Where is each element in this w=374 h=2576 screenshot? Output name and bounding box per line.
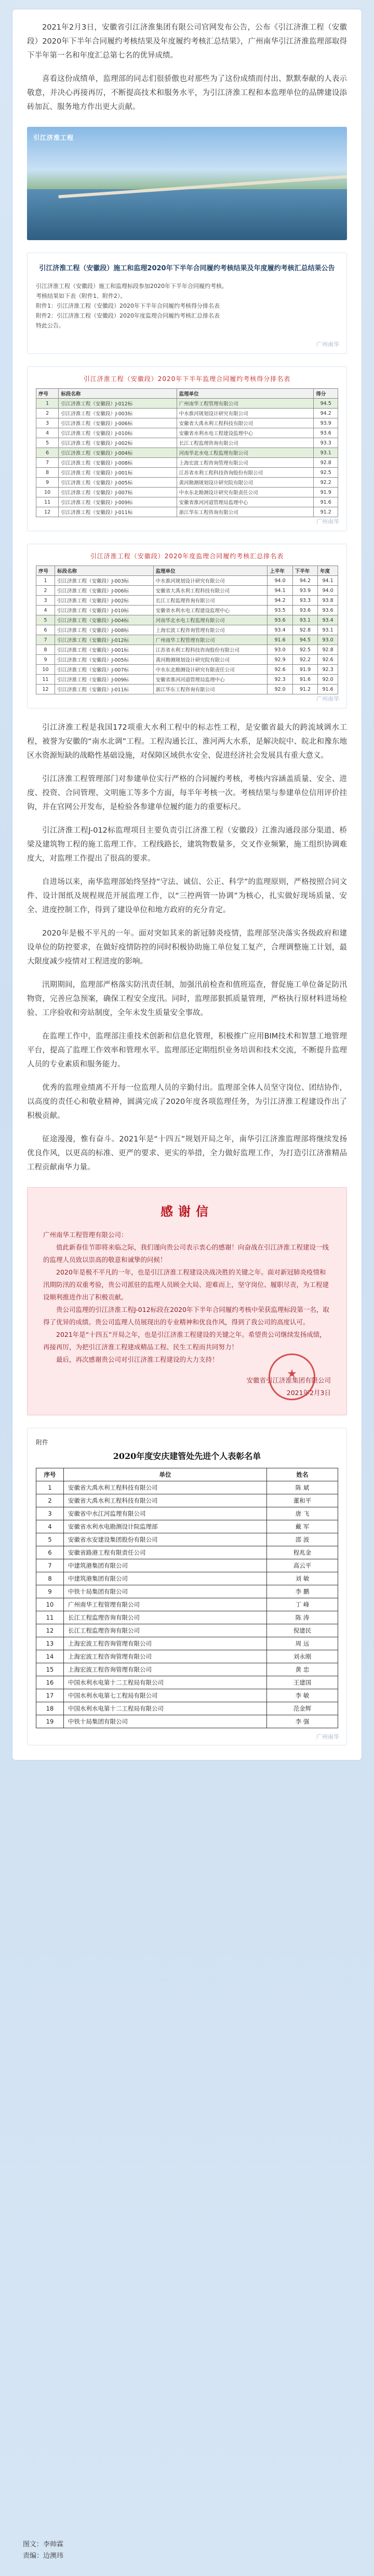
table-cell: 93.3 xyxy=(314,438,338,448)
table-cell: 92.6 xyxy=(318,655,338,665)
table-cell: 92.2 xyxy=(314,478,338,488)
table-cell: 4 xyxy=(36,428,59,438)
table-cell: 11 xyxy=(36,1611,64,1624)
table-cell: 引江济淮工程（安徽段）J-008标 xyxy=(55,625,154,635)
table2-header: 监理单位 xyxy=(153,566,268,576)
table-cell: 93.6 xyxy=(314,428,338,438)
letter-signature: 安徽省引江济淮集团有限公司 xyxy=(246,1376,331,1384)
table-cell: 引江济淮工程（安徽段）J-010标 xyxy=(59,428,177,438)
table2-header: 序号 xyxy=(36,566,55,576)
table-cell: 19 xyxy=(36,1715,64,1728)
letter-paragraph: 2021年是“十四五”开局之年，也是引江济淮工程建设的关键之年。希望贵公司继续发扬成绩，再接再厉，为把引江济淮工程建成精品工程、民生工程而共同努力！ xyxy=(43,1331,326,1351)
table-cell: 7 xyxy=(36,635,55,645)
table-cell: 9 xyxy=(36,1585,64,1598)
table-row xyxy=(36,645,338,655)
table-cell: 黄河勘测规划设计研究院有限公司 xyxy=(153,655,268,665)
announcement-line: 考核结果如下表（附件1、附件2）。 xyxy=(36,293,126,299)
table-cell: 2 xyxy=(36,409,59,418)
body-paragraph: 引江济淮工程管理部门对参建单位实行严格的合同履约考核，考核内容涵盖质量、安全、进度、投资、合同管理、文明施工等多个方面，每半年考核一次。考核结果与参建单位信用评价挂钩，并在官网公开发布，是检验各参建单位履约能力的重要标尺。 xyxy=(27,775,347,811)
table-cell: 92.2 xyxy=(292,655,317,665)
table-row xyxy=(36,586,338,596)
table-cell: 引江济淮工程（安徽段）J-012标 xyxy=(59,399,177,409)
table-cell: 程兆金 xyxy=(267,1546,338,1559)
table-cell: 上海宏波工程咨询管理有限公司 xyxy=(153,625,268,635)
table-cell: 李 鹏 xyxy=(267,1585,338,1598)
table-cell: 安徽省大禹水利工程科技有限公司 xyxy=(64,1494,267,1507)
table-cell: 陈 涛 xyxy=(267,1611,338,1624)
table1-header: 标段名称 xyxy=(59,389,177,399)
table-cell: 10 xyxy=(36,1598,64,1611)
table-cell: 安徽省路港工程有限责任公司 xyxy=(64,1546,267,1559)
table-cell: 94.2 xyxy=(314,409,338,418)
table-cell: 河南华北水电工程监理有限公司 xyxy=(153,615,268,625)
table-cell: 引江济淮工程（安徽段）J-007标 xyxy=(55,665,154,675)
table-cell: 18 xyxy=(36,1702,64,1715)
table-row xyxy=(36,1598,338,1611)
table-cell: 93.9 xyxy=(292,586,317,596)
table-cell: 3 xyxy=(36,1507,64,1520)
table-cell: 11 xyxy=(36,497,59,507)
table-cell: 中建筑港集团有限公司 xyxy=(64,1559,267,1572)
table-cell: 5 xyxy=(36,615,55,625)
ranking-table-1 xyxy=(27,366,347,531)
table-cell: 93.4 xyxy=(318,615,338,625)
table-row xyxy=(36,1546,338,1559)
table-row xyxy=(36,1572,338,1585)
table-cell: 安徽省大禹水利工程科技有限公司 xyxy=(64,1481,267,1494)
table-cell: 中水东北勘测设计研究有限责任公司 xyxy=(177,488,314,497)
announcement-document xyxy=(27,253,347,354)
intro-paragraph-2: 喜看这份成绩单，监理部的同志们很骄傲也对那些为了这份成绩而付出、默默奉献的人表示敬意，并决心再接再厉，不断提高技术和服务水平，为引江济淮工程和本监理单位的品牌建设添砖加瓦、服务地方作出更大贡献。 xyxy=(27,75,347,111)
table-cell: 12 xyxy=(36,507,59,517)
table-row xyxy=(36,418,338,428)
table-cell: 中国水利水电第十二工程局有限公司 xyxy=(64,1702,267,1715)
table-cell: 93.4 xyxy=(268,625,292,635)
table-cell: 江苏省水利工程科技咨询股份有限公司 xyxy=(153,645,268,655)
table-cell: 5 xyxy=(36,438,59,448)
body-paragraph: 汛期期间，监理部严格落实防汛责任制，加强汛前检查和值班巡查，督促施工单位备足防汛物资，完善应急预案，确保工程安全度汛。同时，监理部狠抓质量管理，严格执行原材料进场检验、工序验收和旁站制度，全年未发生质量安全事故。 xyxy=(27,981,347,1017)
red-seal-icon xyxy=(269,1353,315,1400)
announcement-line: 引江济淮工程（安徽段）施工和监理标段参加2020年下半年合同履约考核。 xyxy=(36,283,228,290)
table-cell: 6 xyxy=(36,625,55,635)
table2-header: 标段名称 xyxy=(55,566,154,576)
table-cell: 黄河勘测规划设计研究院有限公司 xyxy=(177,478,314,488)
table-cell: 12 xyxy=(36,685,55,694)
table-cell: 引江济淮工程（安徽段）J-006标 xyxy=(55,586,154,596)
table-cell: 引江济淮工程（安徽段）J-011标 xyxy=(55,685,154,694)
table-cell: 94.2 xyxy=(292,576,317,586)
table-cell: 6 xyxy=(36,1546,64,1559)
table-cell: 中国水利水电第七工程局有限公司 xyxy=(64,1689,267,1702)
intro-paragraph: 2021年2月3日，安徽省引江济淮集团有限公司官网发布公告，公布《引江济淮工程（安徽段）2020年下半年合同履约考核结果及年度履约考核汇总结果》，广州南华引江济淮监理部取得下半年第一名和年度汇总第七名的优异成绩。 xyxy=(27,23,347,60)
ranking-table-2 xyxy=(27,544,347,708)
photo-caption: 引江济淮工程 xyxy=(33,134,74,141)
table-cell: 引江济淮工程（安徽段）J-007标 xyxy=(59,488,177,497)
table-cell: 刘 敏 xyxy=(267,1572,338,1585)
table-cell: 4 xyxy=(36,606,55,615)
letter-paragraph: 2020年是极不平凡的一年，也是引江济淮工程建设决战决胜的关键之年。面对新冠肺炎疫情和汛期防汛的双重考验，贵公司派驻的监理人员顾全大局、迎难而上，坚守岗位、履职尽责，为工程建设顺利推进作出了积极贡献。 xyxy=(43,1268,329,1301)
letter-date: 2021年2月3日 xyxy=(286,1389,331,1397)
table-cell: 93.0 xyxy=(318,635,338,645)
table-cell: 1 xyxy=(36,576,55,586)
table-cell: 94.5 xyxy=(292,635,317,645)
table2 xyxy=(36,566,338,694)
table-cell: 安徽省中水江河监理有限公司 xyxy=(64,1507,267,1520)
table-row xyxy=(36,428,338,438)
table-cell: 91.2 xyxy=(292,685,317,694)
table-row xyxy=(36,1494,338,1507)
table-cell: 92.8 xyxy=(318,645,338,655)
table-cell: 94.1 xyxy=(318,576,338,586)
table-row xyxy=(36,606,338,615)
table-cell: 92.9 xyxy=(268,655,292,665)
table-cell: 92.3 xyxy=(318,665,338,675)
table-cell: 广州南华工程管理有限公司 xyxy=(64,1598,267,1611)
table-cell: 引江济淮工程（安徽段）J-011标 xyxy=(59,507,177,517)
table-cell: 92.6 xyxy=(268,665,292,675)
table-row xyxy=(36,635,338,645)
table-cell: 92.5 xyxy=(314,468,338,478)
table-cell: 93.1 xyxy=(318,625,338,635)
table1-header: 监理单位 xyxy=(177,389,314,399)
table-row xyxy=(36,596,338,606)
letter-paragraph: 最后，再次感谢贵公司对引江济淮工程建设的大力支持！ xyxy=(56,1356,219,1363)
table-cell: 92.0 xyxy=(268,685,292,694)
table-cell: 长江工程监理咨询有限公司 xyxy=(153,596,268,606)
table-cell: 94.0 xyxy=(318,586,338,596)
table-cell: 7 xyxy=(36,458,59,468)
table-cell: 94.0 xyxy=(268,576,292,586)
table-row xyxy=(36,1689,338,1702)
table-cell: 引江济淮工程（安徽段）J-005标 xyxy=(59,478,177,488)
table-cell: 7 xyxy=(36,1559,64,1572)
letter-paragraph: 值此新春佳节即将来临之际，我们谨向贵公司表示衷心的感谢！向奋战在引江济淮工程建设一线的监理人员致以崇高的敬意和诚挚的问候！ xyxy=(43,1243,329,1264)
award-table xyxy=(36,1468,338,1728)
table-cell: 15 xyxy=(36,1663,64,1676)
table-cell: 范金辉 xyxy=(267,1702,338,1715)
table-row xyxy=(36,576,338,586)
table-cell: 13 xyxy=(36,1637,64,1650)
table-row xyxy=(36,1507,338,1520)
table1-header: 序号 xyxy=(36,389,59,399)
table-cell: 92.3 xyxy=(268,675,292,685)
photo-credit: 图文：李帅霖 xyxy=(23,2541,64,2548)
table-cell: 丁 峰 xyxy=(267,1598,338,1611)
table2-header: 下半年 xyxy=(292,566,317,576)
announcement-line: 特此公告。 xyxy=(36,322,64,329)
body-paragraph: 征途漫漫，惟有奋斗。2021年是“十四五”规划开局之年，南华引江济淮监理部将继续发扬优良作风，以更高的标准、更严的要求、更实的举措，全力做好监理工作，为打造引江济淮精品工程贡献南华力量。 xyxy=(27,1135,347,1172)
table-cell: 92.8 xyxy=(314,458,338,468)
table-cell: 广州南华工程管理有限公司 xyxy=(177,399,314,409)
table-cell: 安徽省淮河河道管理局监理中心 xyxy=(153,675,268,685)
body-paragraph: 引江济淮工程J-012标监理项目主要负责引江济淮工程（安徽段）江淮沟通段部分渠道、桥梁及建筑物工程的施工监理工作。工程线路长，建筑物数量多，交叉作业频繁，施工组织协调难度大，对监理工作提出了很高的要求。 xyxy=(27,826,347,863)
table-cell: 8 xyxy=(36,645,55,655)
table-cell: 91.9 xyxy=(314,488,338,497)
table-cell: 93.3 xyxy=(292,596,317,606)
letter-salutation: 广州南华工程管理有限公司： xyxy=(43,1231,128,1239)
watermark: 广州南华 xyxy=(316,695,339,702)
table-cell: 16 xyxy=(36,1676,64,1689)
table-cell: 安徽省大禹水利工程科技有限公司 xyxy=(153,586,268,596)
table-cell: 94.5 xyxy=(314,399,338,409)
table-cell: 91.6 xyxy=(292,675,317,685)
table-cell: 引江济淮工程（安徽段）J-003标 xyxy=(59,409,177,418)
table-row xyxy=(36,1702,338,1715)
table-cell: 93.6 xyxy=(318,606,338,615)
table-cell: 引江济淮工程（安徽段）J-004标 xyxy=(55,615,154,625)
table-cell: 中水东北勘测设计研究有限责任公司 xyxy=(153,665,268,675)
table-cell: 引江济淮工程（安徽段）J-008标 xyxy=(59,458,177,468)
table-cell: 引江济淮工程（安徽段）J-001标 xyxy=(55,645,154,655)
table-cell: 2 xyxy=(36,586,55,596)
watermark: 广州南华 xyxy=(316,518,339,525)
table-cell: 中水淮河规划设计研究有限公司 xyxy=(153,576,268,586)
table-row xyxy=(36,1559,338,1572)
article-frame xyxy=(12,9,362,1760)
table-cell: 93.8 xyxy=(318,596,338,606)
table-cell: 3 xyxy=(36,596,55,606)
table2-header: 年度 xyxy=(318,566,338,576)
table-cell: 浙江华东工程咨询有限公司 xyxy=(177,507,314,517)
table-row xyxy=(36,685,338,694)
table-row xyxy=(36,399,338,409)
table-cell: 长江工程监理咨询有限公司 xyxy=(64,1624,267,1637)
table-cell: 93.6 xyxy=(268,615,292,625)
table-cell: 14 xyxy=(36,1650,64,1663)
award-list xyxy=(27,1428,347,1745)
article-footer xyxy=(23,2539,63,2562)
table-row xyxy=(36,1585,338,1598)
project-photo xyxy=(27,127,347,240)
table-row xyxy=(36,1624,338,1637)
table-cell: 11 xyxy=(36,675,55,685)
table-cell: 中建筑港集团有限公司 xyxy=(64,1572,267,1585)
table-cell: 9 xyxy=(36,655,55,665)
table-cell: 安徽省水利水电工程建设监理中心 xyxy=(153,606,268,615)
table-cell: 91.6 xyxy=(268,635,292,645)
table-cell: 广州南华工程管理有限公司 xyxy=(153,635,268,645)
table-cell: 3 xyxy=(36,418,59,428)
table-cell: 上海宏波工程咨询管理有限公司 xyxy=(64,1650,267,1663)
table-cell: 引江济淮工程（安徽段）J-005标 xyxy=(55,655,154,665)
table1-header: 得分 xyxy=(314,389,338,399)
table-cell: 17 xyxy=(36,1689,64,1702)
table-cell: 引江济淮工程（安徽段）J-002标 xyxy=(59,438,177,448)
table-row xyxy=(36,625,338,635)
table-cell: 陈 斌 xyxy=(267,1481,338,1494)
table-cell: 唐 飞 xyxy=(267,1507,338,1520)
table-cell: 安徽省淮河河道管理局监理中心 xyxy=(177,497,314,507)
award-header: 单位 xyxy=(64,1468,267,1481)
table-cell: 中水淮河规划设计研究有限公司 xyxy=(177,409,314,418)
table-cell: 董和平 xyxy=(267,1494,338,1507)
watermark: 广州南华 xyxy=(316,341,339,348)
table-cell: 1 xyxy=(36,399,59,409)
table-cell: 引江济淮工程（安徽段）J-002标 xyxy=(55,596,154,606)
table-cell: 上海宏波工程咨询管理有限公司 xyxy=(64,1663,267,1676)
table-cell: 河南华北水电工程监理有限公司 xyxy=(177,448,314,458)
letter-paragraph: 贵公司监理的引江济淮工程J-012标段在2020年下半年合同履约考核中荣获监理标段第一名，取得了优异的成绩。贵公司监理人员展现出的专业精神和优良作风，得到了我公司的高度认可。 xyxy=(43,1306,329,1326)
table-cell: 周 远 xyxy=(267,1637,338,1650)
table-row xyxy=(36,665,338,675)
table-row xyxy=(36,1520,338,1533)
table-cell: 李 敏 xyxy=(267,1689,338,1702)
table-cell: 李 强 xyxy=(267,1715,338,1728)
announcement-line: 附件2：引江济淮工程（安徽段）2020年度监理合同履约考核汇总排名表 xyxy=(36,312,220,319)
table-cell: 93.1 xyxy=(292,615,317,625)
table-cell: 5 xyxy=(36,1533,64,1546)
table-cell: 上海宏波工程咨询管理有限公司 xyxy=(177,458,314,468)
award-header: 姓名 xyxy=(267,1468,338,1481)
body-paragraph: 自进场以来，南华监理部始终坚持“守法、诚信、公正、科学”的监理原则，严格按照合同文件、设计图纸及规程规范开展监理工作，以“三控两管一协调”为核心，扎实做好现场质量、安全、进度控制工作，得到了建设单位和地方政府的充分肯定。 xyxy=(27,878,347,914)
table-cell: 王建国 xyxy=(267,1676,338,1689)
table-row xyxy=(36,497,338,507)
table1-title: 引江济淮工程（安徽段）2020年下半年监理合同履约考核得分排名表 xyxy=(83,375,291,383)
thank-you-letter xyxy=(27,1187,347,1415)
table-cell: 92.0 xyxy=(318,675,338,685)
table-cell: 中铁十局集团有限公司 xyxy=(64,1715,267,1728)
table-row xyxy=(36,1676,338,1689)
table-cell: 91.6 xyxy=(318,685,338,694)
table-cell: 上海宏波工程咨询管理有限公司 xyxy=(64,1637,267,1650)
table-cell: 引江济淮工程（安徽段）J-003标 xyxy=(55,576,154,586)
table-row xyxy=(36,488,338,497)
table-cell: 高云平 xyxy=(267,1559,338,1572)
table-cell: 安徽省水利水电工程建设监理中心 xyxy=(177,428,314,438)
table-cell: 92.8 xyxy=(292,625,317,635)
table-cell: 中铁十局集团有限公司 xyxy=(64,1585,267,1598)
table-cell: 9 xyxy=(36,478,59,488)
table-cell: 安徽省水安建设集团股份有限公司 xyxy=(64,1533,267,1546)
table-cell: 8 xyxy=(36,1572,64,1585)
table-row xyxy=(36,468,338,478)
table-row xyxy=(36,1650,338,1663)
table-cell: 引江济淮工程（安徽段）J-006标 xyxy=(59,418,177,428)
table-row xyxy=(36,1663,338,1676)
table-cell: 8 xyxy=(36,468,59,478)
table-cell: 92.5 xyxy=(292,645,317,655)
table-cell: 93.6 xyxy=(292,606,317,615)
announcement-line: 附件1：引江济淮工程（安徽段）2020年下半年合同履约考核得分排名表 xyxy=(36,303,220,309)
table2-header: 上半年 xyxy=(268,566,292,576)
table-cell: 10 xyxy=(36,488,59,497)
table-row xyxy=(36,1611,338,1624)
table-cell: 1 xyxy=(36,1481,64,1494)
table-cell: 引江济淮工程（安徽段）J-010标 xyxy=(55,606,154,615)
table-cell: 4 xyxy=(36,1520,64,1533)
table-cell: 94.2 xyxy=(268,596,292,606)
table-cell: 91.6 xyxy=(314,497,338,507)
table-cell: 长江工程监理咨询有限公司 xyxy=(64,1611,267,1624)
table-row xyxy=(36,655,338,665)
table-cell: 91.9 xyxy=(292,665,317,675)
body-paragraph: 在监理工作中，监理部注重技术创新和信息化管理，积极推广应用BIM技术和智慧工地管理平台，提高了监理工作效率和管理水平。监理部还定期组织业务培训和技术交流，不断提升监理人员的专业素质和服务能力。 xyxy=(27,1032,347,1069)
table-row xyxy=(36,448,338,458)
body-paragraph: 2020年是极不平凡的一年。面对突如其来的新冠肺炎疫情，监理部坚决落实各级政府和建设单位的防控要求，在做好疫情防控的同时积极协助施工单位复工复产，合理调整施工计划，最大限度减少疫情对工程进度的影响。 xyxy=(27,929,347,966)
award-attachment-label: 附件 xyxy=(36,1439,49,1446)
table-cell: 93.1 xyxy=(314,448,338,458)
table-cell: 10 xyxy=(36,665,55,675)
table-cell: 引江济淮工程（安徽段）J-009标 xyxy=(59,497,177,507)
table-row xyxy=(36,1715,338,1728)
table-cell: 引江济淮工程（安徽段）J-012标 xyxy=(55,635,154,645)
table-cell: 12 xyxy=(36,1624,64,1637)
table-cell: 浙江华东工程咨询有限公司 xyxy=(153,685,268,694)
table2-title: 引江济淮工程（安徽段）2020年度监理合同履约考核汇总排名表 xyxy=(90,553,284,560)
table-cell: 倪建民 xyxy=(267,1624,338,1637)
table-cell: 91.2 xyxy=(314,507,338,517)
announcement-body xyxy=(36,281,338,331)
table-row xyxy=(36,675,338,685)
table-row xyxy=(36,438,338,448)
table-cell: 93.9 xyxy=(314,418,338,428)
table-cell: 邵 波 xyxy=(267,1533,338,1546)
announcement-title: 引江济淮工程（安徽段）施工和监理2020年下半年合同履约考核结果及年度履约考核汇总结果公告 xyxy=(39,265,335,272)
award-header: 序号 xyxy=(36,1468,64,1481)
table-cell: 6 xyxy=(36,448,59,458)
table-row xyxy=(36,615,338,625)
table-row xyxy=(36,1481,338,1494)
table-cell: 江苏省水利工程科技咨询股份有限公司 xyxy=(177,468,314,478)
body-paragraph: 引江济淮工程是我国172项重大水利工程中的标志性工程，是安徽省最大的跨流域调水工程，被誉为安徽的“南水北调”工程。工程沟通长江、淮河两大水系，是解决皖中、皖北和豫东地区水资源短缺的战略性基础设施，对保障区域供水安全、促进经济社会发展具有重大意义。 xyxy=(27,724,347,760)
table-cell: 引江济淮工程（安徽段）J-009标 xyxy=(55,675,154,685)
table-cell: 94.1 xyxy=(268,586,292,596)
table-cell: 中国水利水电第十二工程局有限公司 xyxy=(64,1676,267,1689)
body-paragraph: 优秀的监理业绩离不开每一位监理人员的辛勤付出。监理部全体人员坚守岗位、团结协作，以高度的责任心和敬业精神，圆满完成了2020年度各项监理任务，为引江济淮工程建设作出了积极贡献。 xyxy=(27,1084,347,1120)
award-title: 2020年度安庆建管处先进个人表彰名单 xyxy=(113,1451,261,1461)
table-cell: 安徽省水利水电勘测设计院监理部 xyxy=(64,1520,267,1533)
table-row xyxy=(36,1637,338,1650)
table-cell: 引江济淮工程（安徽段）J-001标 xyxy=(59,468,177,478)
table-row xyxy=(36,458,338,468)
table-row xyxy=(36,507,338,517)
table-cell: 戴 军 xyxy=(267,1520,338,1533)
watermark: 广州南华 xyxy=(316,1733,339,1740)
table-cell: 长江工程监理咨询有限公司 xyxy=(177,438,314,448)
table-cell: 93.0 xyxy=(268,645,292,655)
table-cell: 安徽省大禹水利工程科技有限公司 xyxy=(177,418,314,428)
editor-credit: 责编：边澳玮 xyxy=(23,2552,64,2560)
table-row xyxy=(36,1533,338,1546)
table-cell: 93.5 xyxy=(268,606,292,615)
table-row xyxy=(36,409,338,418)
table-cell: 刘永刚 xyxy=(267,1650,338,1663)
table1 xyxy=(36,388,338,517)
table-cell: 引江济淮工程（安徽段）J-004标 xyxy=(59,448,177,458)
table-row xyxy=(36,478,338,488)
letter-title: 感谢信 xyxy=(161,1204,213,1219)
table-cell: 2 xyxy=(36,1494,64,1507)
table-cell: 黄 忠 xyxy=(267,1663,338,1676)
